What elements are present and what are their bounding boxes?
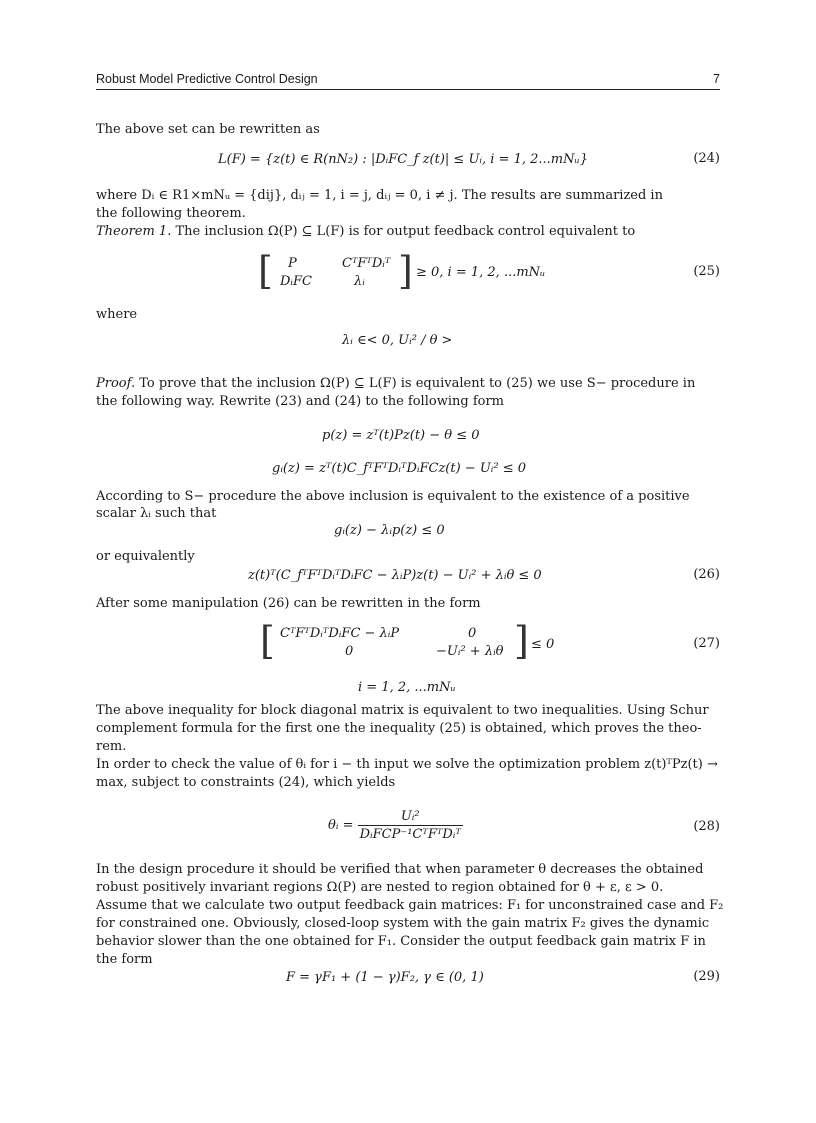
matrix-27 — [260, 619, 530, 664]
theorem-line — [96, 223, 720, 240]
text-line: or equivalently — [96, 549, 195, 564]
text-line: In the design procedure it should be verified that when parameter θ decreases the obtained — [96, 862, 704, 877]
text-line: where — [96, 307, 138, 322]
equation-26: z(t)ᵀ(C_fᵀFᵀDᵢᵀDᵢFC − λᵢP)z(t) − Uᵢ² + λᵢθ ≤ 0 — [248, 568, 542, 583]
matrix-cell: CᵀFᵀDᵢᵀ — [342, 256, 391, 271]
proof-text: To prove that the inclusion Ω(P) ⊆ L(F) is equivalent to (25) we use S− procedure in — [135, 376, 696, 391]
lambda-definition: λᵢ ∈< 0, Uᵢ² / θ > — [342, 333, 453, 348]
text-line: the following theorem. — [96, 206, 246, 221]
text-line: the following way. Rewrite (23) and (24) to the following form — [96, 394, 504, 409]
matrix-cell: −Uᵢ² + λᵢθ — [436, 644, 504, 659]
text-line: where Dᵢ ∈ R1×mNᵤ = {dij}, dᵢⱼ = 1, i = j, dᵢⱼ = 0, i ≠ j. The results are summarized in — [96, 188, 663, 203]
equation-28-fraction — [358, 808, 463, 843]
equation-p: p(z) = zᵀ(t)Pz(t) − θ ≤ 0 — [322, 428, 480, 443]
text-line: In order to check the value of θᵢ for i − th input we solve the optimization problem z(t)ᵀPz(t) → — [96, 757, 718, 772]
equation-27-index: i = 1, 2, ...mNᵤ — [358, 680, 456, 695]
proof-line — [96, 375, 720, 392]
matrix-cell: 0 — [468, 626, 477, 641]
text-line: rem. — [96, 739, 127, 754]
matrix-cell: P — [288, 256, 297, 271]
text-line: Assume that we calculate two output feedback gain matrices: F₁ for unconstrained case and F₂ — [96, 898, 724, 913]
proof-label: Proof. — [96, 376, 136, 391]
theorem-text: The inclusion Ω(P) ⊆ L(F) is for output feedback control equivalent to — [171, 224, 636, 239]
header-title: Robust Model Predictive Control Design — [96, 72, 318, 86]
equation-number-26: (26) — [693, 567, 720, 582]
equation-number-24: (24) — [693, 151, 720, 166]
running-header — [96, 71, 720, 90]
equation-27-condition: ≤ 0 — [531, 637, 555, 652]
equation-number-27: (27) — [693, 636, 720, 651]
text-line: The above set can be rewritten as — [96, 122, 320, 137]
text-line: complement formula for the first one the inequality (25) is obtained, which proves the theo- — [96, 721, 702, 736]
text-line: robust positively invariant regions Ω(P) are nested to region obtained for θ + ε, ε > 0. — [96, 880, 664, 895]
page-number: 7 — [713, 72, 720, 86]
equation-29: F = γF₁ + (1 − γ)F₂, γ ∈ (0, 1) — [286, 970, 484, 985]
text-line: After some manipulation (26) can be rewritten in the form — [96, 596, 481, 611]
equation-g-lambda: gᵢ(z) − λᵢp(z) ≤ 0 — [334, 523, 445, 538]
text-line: max, subject to constraints (24), which yields — [96, 775, 396, 790]
equation-28 — [328, 808, 463, 843]
text-line: scalar λᵢ such that — [96, 506, 217, 521]
equation-g: gᵢ(z) = zᵀ(t)C_fᵀFᵀDᵢᵀDᵢFCz(t) − Uᵢ² ≤ 0 — [272, 461, 527, 476]
text-line: According to S− procedure the above inclusion is equivalent to the existence of a positive — [96, 489, 690, 504]
right-bracket: ] — [514, 619, 529, 663]
matrix-cell: λᵢ — [354, 274, 365, 289]
right-bracket: ] — [398, 249, 413, 293]
equation-number-28: (28) — [693, 819, 720, 834]
left-bracket: [ — [260, 619, 275, 663]
matrix-cell: 0 — [345, 644, 354, 659]
equation-number-29: (29) — [693, 969, 720, 984]
matrix-cell: DᵢFC — [280, 274, 313, 289]
fraction-denominator: DᵢFCP⁻¹CᵀFᵀDᵢᵀ — [359, 827, 461, 842]
text-line: The above inequality for block diagonal matrix is equivalent to two inequalities. Using Schur — [96, 703, 709, 718]
text-line: the form — [96, 952, 153, 967]
equation-28-lhs: θᵢ = — [328, 818, 354, 833]
matrix-25 — [258, 249, 418, 294]
equation-number-25: (25) — [693, 264, 720, 279]
text-line: behavior slower than the one obtained for F₁. Consider the output feedback gain matrix F in — [96, 934, 706, 949]
theorem-label: Theorem 1. — [96, 224, 172, 239]
equation-24: L(F) = {z(t) ∈ R(nN₂) : |DᵢFC_f z(t)| ≤ Uᵢ, i = 1, 2...mNᵤ} — [218, 152, 588, 167]
text-line: for constrained one. Obviously, closed-loop system with the gain matrix F₂ gives the dynamic — [96, 916, 710, 931]
matrix-cell: CᵀFᵀDᵢᵀDᵢFC − λᵢP — [280, 626, 400, 641]
left-bracket: [ — [258, 249, 273, 293]
fraction-numerator: Uᵢ² — [358, 808, 463, 826]
equation-25-condition: ≥ 0, i = 1, 2, ...mNᵤ — [416, 265, 546, 280]
